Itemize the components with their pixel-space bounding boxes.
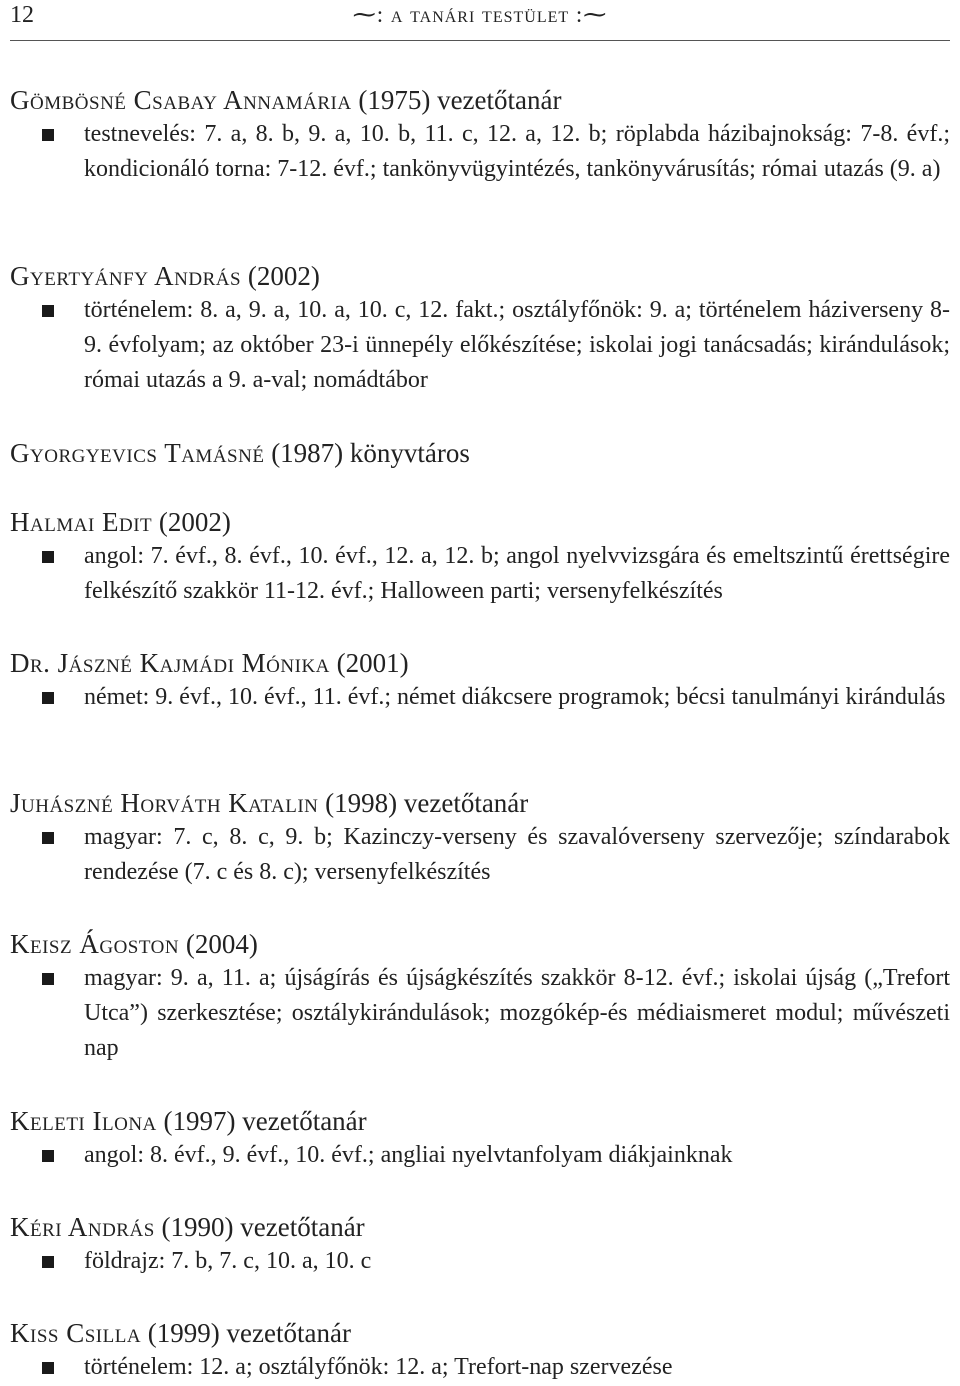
duty-item xyxy=(10,961,950,1066)
duty-item xyxy=(10,1350,950,1385)
staff-entry xyxy=(10,1104,950,1173)
duty-item xyxy=(10,1244,950,1279)
staff-details: (1987) könyvtáros xyxy=(271,438,470,468)
square-bullet-icon xyxy=(42,832,54,844)
staff-details: (1999) vezetőtanár xyxy=(147,1318,351,1348)
staff-heading xyxy=(10,83,950,117)
duty-text: testnevelés: 7. a, 8. b, 9. a, 10. b, 11. c, 12. a, 12. b; röplabda házibajnokság: 7-8. évf.; kondicionáló torna: 7-12. évf.; tankönyvügyintézés, tankönyvárusítás; római utazás (9. a) xyxy=(84,121,950,182)
square-bullet-icon xyxy=(42,1362,54,1374)
duty-item xyxy=(10,820,950,890)
staff-name: Gyertyánfy András xyxy=(10,261,242,291)
staff-heading xyxy=(10,1316,950,1350)
duty-text: angol: 7. évf., 8. évf., 10. évf., 12. a, 12. b; angol nyelvvizsgára és emeltszintű érettségire felkészítő szakkör 11-12. évf.; Halloween parti; versenyfelkészítés xyxy=(84,543,950,604)
staff-name: Gömbösné Csabay Annamária xyxy=(10,85,352,115)
staff-entry xyxy=(10,646,950,715)
square-bullet-icon xyxy=(42,129,54,141)
staff-heading xyxy=(10,786,950,820)
duty-item xyxy=(10,117,950,187)
staff-name: Gyorgyevics Tamásné xyxy=(10,438,265,468)
staff-name: Keleti Ilona xyxy=(10,1106,157,1136)
staff-details: (2002) xyxy=(158,507,231,537)
staff-name: Keisz Ágoston xyxy=(10,929,180,959)
duty-text: történelem: 12. a; osztályfőnök: 12. a; Trefort-nap szervezése xyxy=(84,1354,673,1380)
page-number: 12 xyxy=(10,2,34,28)
staff-details: (2001) xyxy=(336,648,409,678)
duty-item xyxy=(10,680,950,715)
duty-text: angol: 8. évf., 9. évf., 10. évf.; angliai nyelvtanfolyam diákjainknak xyxy=(84,1142,733,1168)
staff-name: Halmai Edit xyxy=(10,507,153,537)
staff-heading xyxy=(10,646,950,680)
staff-entry xyxy=(10,83,950,187)
staff-name: Juhászné Horváth Katalin xyxy=(10,788,319,818)
staff-details: (1975) vezetőtanár xyxy=(358,85,562,115)
square-bullet-icon xyxy=(42,973,54,985)
square-bullet-icon xyxy=(42,551,54,563)
square-bullet-icon xyxy=(42,305,54,317)
duty-item xyxy=(10,293,950,398)
staff-heading xyxy=(10,927,950,961)
duty-text: német: 9. évf., 10. évf., 11. évf.; német diákcsere programok; bécsi tanulmányi kirándulás xyxy=(84,684,946,710)
square-bullet-icon xyxy=(42,1256,54,1268)
staff-heading xyxy=(10,1104,950,1138)
staff-heading xyxy=(10,1210,950,1244)
staff-entry xyxy=(10,1210,950,1279)
staff-entry xyxy=(10,1316,950,1385)
staff-name: Kéri András xyxy=(10,1212,155,1242)
staff-details: (1997) vezetőtanár xyxy=(163,1106,367,1136)
duty-text: magyar: 7. c, 8. c, 9. b; Kazinczy-verseny és szavalóverseny szervezője; színdarabok rendezése (7. c és 8. c); versenyfelkészítés xyxy=(84,824,950,885)
staff-name: Dr. Jászné Kajmádi Mónika xyxy=(10,648,330,678)
staff-details: (1998) vezetőtanár xyxy=(325,788,529,818)
square-bullet-icon xyxy=(42,1150,54,1162)
staff-details: (1990) vezetőtanár xyxy=(161,1212,365,1242)
page-header xyxy=(10,0,950,41)
staff-entry xyxy=(10,436,950,470)
staff-heading xyxy=(10,436,950,470)
staff-entry xyxy=(10,259,950,398)
staff-heading xyxy=(10,505,950,539)
duty-item xyxy=(10,1138,950,1173)
duty-item xyxy=(10,539,950,609)
staff-entry xyxy=(10,505,950,609)
staff-entry xyxy=(10,927,950,1066)
square-bullet-icon xyxy=(42,692,54,704)
duty-text: történelem: 8. a, 9. a, 10. a, 10. c, 12. fakt.; osztályfőnök: 9. a; történelem háziverseny 8-9. évfolyam; az október 23-i ünnepély előkészítése; iskolai jogi tanácsadás; kirándulások; római utazás a 9. a-val; nomádtábor xyxy=(84,297,950,393)
running-title: ⁓: a tanári testület :⁓ xyxy=(352,2,608,27)
duty-text: magyar: 9. a, 11. a; újságírás és újságkészítés szakkör 8-12. évf.; iskolai újság („Trefort Utca”) szerkesztése; osztálykirándulások; mozgókép-és médiaismeret modul; művészeti nap xyxy=(84,965,950,1061)
staff-details: (2004) xyxy=(185,929,258,959)
staff-heading xyxy=(10,259,950,293)
staff-details: (2002) xyxy=(247,261,320,291)
staff-name: Kiss Csilla xyxy=(10,1318,142,1348)
staff-entry xyxy=(10,786,950,890)
duty-text: földrajz: 7. b, 7. c, 10. a, 10. c xyxy=(84,1248,372,1274)
